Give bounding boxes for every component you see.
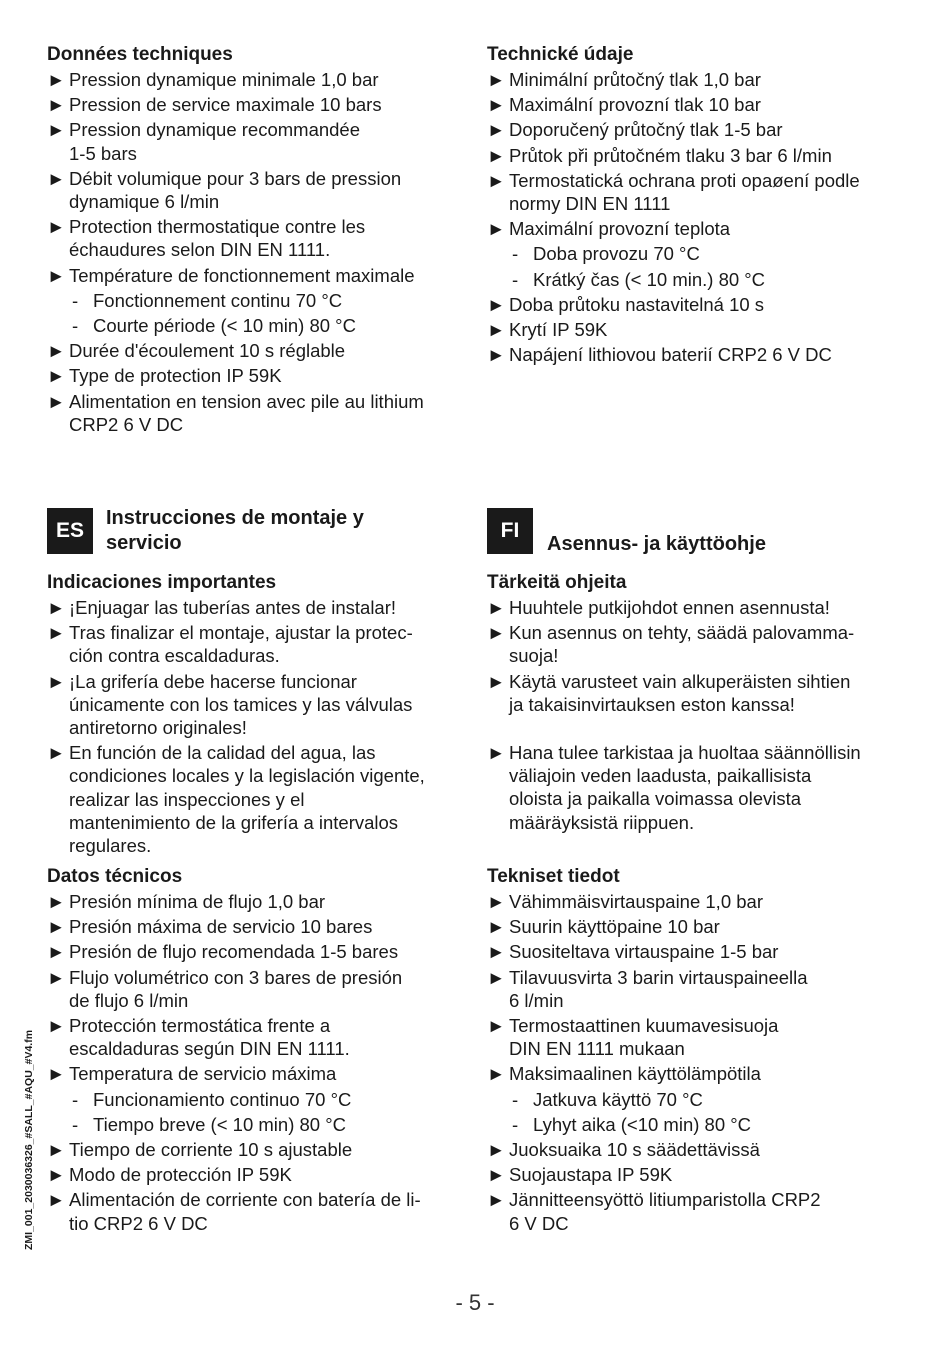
list-item: ► Type de protection IP 59K xyxy=(47,364,447,387)
sub-list-item: - Krátký čas (< 10 min.) 80 °C xyxy=(487,268,887,291)
list-item: ► ¡La grifería debe hacerse funcionar únicamente con los tamices y las válvulas antiretorno originales! xyxy=(47,670,447,740)
list-item: ► Tiempo de corriente 10 s ajustable xyxy=(47,1138,447,1161)
fi-important-list xyxy=(487,596,887,834)
fi-language-tag: FI xyxy=(487,508,533,554)
list-item: ► En función de la calidad del agua, las condiciones locales y la legislación vigente, realizar las inspecciones y el mantenimiento de la grifería a intervalos regulares. xyxy=(47,741,447,857)
list-item: ► Minimální průtočný tlak 1,0 bar xyxy=(487,68,887,91)
sub-list-item: - Courte période (< 10 min) 80 °C xyxy=(47,314,447,337)
list-item: ► Temperatura de servicio máxima xyxy=(47,1062,447,1085)
fi-important-heading: Tärkeitä ohjeita xyxy=(487,572,627,593)
es-tech-list xyxy=(47,890,447,1235)
list-item: ► Kun asennus on tehty, säädä palovamma- suoja! xyxy=(487,621,887,667)
list-item: ► Flujo volumétrico con 3 bares de presión de flujo 6 l/min xyxy=(47,966,447,1012)
list-item: ► Tilavuusvirta 3 barin virtauspaineella 6 l/min xyxy=(487,966,887,1012)
list-item: ► Presión máxima de servicio 10 bares xyxy=(47,915,447,938)
list-item: ► Pression dynamique recommandée 1-5 bars xyxy=(47,118,447,164)
list-item: ► Maximální provozní tlak 10 bar xyxy=(487,93,887,116)
page-number: - 5 - xyxy=(455,1290,495,1315)
fi-important-section xyxy=(487,571,887,836)
list-item: ► Débit volumique pour 3 bars de pression dynamique 6 l/min xyxy=(47,167,447,213)
list-item: ► Napájení lithiovou baterií CRP2 6 V DC xyxy=(487,343,887,366)
fi-title: Asennus- ja käyttöohje xyxy=(547,533,766,555)
sub-list-item: - Fonctionnement continu 70 °C xyxy=(47,289,447,312)
list-item: ► ¡Enjuagar las tuberías antes de instalar! xyxy=(47,596,447,619)
es-important-list xyxy=(47,596,447,857)
fr-tech-heading: Données techniques xyxy=(47,44,233,65)
list-item: ► Käytä varusteet vain alkuperäisten sihtien ja takaisinvirtauksen eston kanssa! xyxy=(487,670,887,716)
list-item: ► Doba průtoku nastavitelná 10 s xyxy=(487,293,887,316)
list-item: ► Doporučený průtočný tlak 1-5 bar xyxy=(487,118,887,141)
list-item: ► Alimentación de corriente con batería de li- tio CRP2 6 V DC xyxy=(47,1188,447,1234)
es-language-tag: ES xyxy=(47,508,93,554)
cz-tech-list xyxy=(487,68,887,366)
list-item: ► Protection thermostatique contre les échaudures selon DIN EN 1111. xyxy=(47,215,447,261)
list-item: ► Pression de service maximale 10 bars xyxy=(47,93,447,116)
es-tech-heading: Datos técnicos xyxy=(47,866,183,887)
fi-tech-list xyxy=(487,890,887,1235)
sub-list-item: - Lyhyt aika (<10 min) 80 °C xyxy=(487,1113,887,1136)
cz-tech-section xyxy=(487,43,887,368)
list-item: ► Presión de flujo recomendada 1-5 bares xyxy=(47,940,447,963)
list-item: ► Tras finalizar el montaje, ajustar la protec- ción contra escaldaduras. xyxy=(47,621,447,667)
list-item: ► Jännitteensyöttö litiumparistolla CRP2 6 V DC xyxy=(487,1188,887,1234)
list-item: ► Maksimaalinen käyttölämpötila xyxy=(487,1062,887,1085)
list-item: ► Alimentation en tension avec pile au lithium CRP2 6 V DC xyxy=(47,390,447,436)
list-item: ► Température de fonctionnement maximale xyxy=(47,264,447,287)
sub-list-item: - Jatkuva käyttö 70 °C xyxy=(487,1088,887,1111)
sub-list-item: - Doba provozu 70 °C xyxy=(487,242,887,265)
list-item: ► Krytí IP 59K xyxy=(487,318,887,341)
fr-tech-list xyxy=(47,68,447,436)
list-item: ► Juoksuaika 10 s säädettävissä xyxy=(487,1138,887,1161)
cz-tech-heading: Technické údaje xyxy=(487,44,634,65)
fi-tech-heading: Tekniset tiedot xyxy=(487,866,620,887)
list-item: ► Hana tulee tarkistaa ja huoltaa säännöllisin väliajoin veden laadusta, paikallisista oloista ja paikalla voimassa olevista määräyksistä riippuen. xyxy=(487,741,887,834)
list-item: ► Durée d'écoulement 10 s réglable xyxy=(47,339,447,362)
list-item: ► Suositeltava virtauspaine 1-5 bar xyxy=(487,940,887,963)
document-code: ZMI_001_2030036326_#SALL_#AQU_#V4.fm xyxy=(23,1029,35,1250)
fr-tech-section xyxy=(47,43,447,438)
list-item: ► Vähimmäisvirtauspaine 1,0 bar xyxy=(487,890,887,913)
es-important-heading: Indicaciones importantes xyxy=(47,572,277,593)
sub-list-item: - Tiempo breve (< 10 min) 80 °C xyxy=(47,1113,447,1136)
list-item: ► Maximální provozní teplota xyxy=(487,217,887,240)
fi-tech-section xyxy=(487,865,887,1237)
list-item: ► Termostaattinen kuumavesisuoja DIN EN 1111 mukaan xyxy=(487,1014,887,1060)
list-item: ► Termostatická ochrana proti opaøení podle normy DIN EN 1111 xyxy=(487,169,887,215)
list-item: ► Průtok při průtočném tlaku 3 bar 6 l/min xyxy=(487,144,887,167)
es-important-section xyxy=(47,571,447,859)
list-item: ► Modo de protección IP 59K xyxy=(47,1163,447,1186)
es-tech-section xyxy=(47,865,447,1237)
sub-list-item: - Funcionamiento continuo 70 °C xyxy=(47,1088,447,1111)
list-item: ► Suurin käyttöpaine 10 bar xyxy=(487,915,887,938)
list-item: ► Huuhtele putkijohdot ennen asennusta! xyxy=(487,596,887,619)
es-title: Instrucciones de montaje y servicio xyxy=(106,507,364,554)
list-item: ► Protección termostática frente a escaldaduras según DIN EN 1111. xyxy=(47,1014,447,1060)
list-item: ► Pression dynamique minimale 1,0 bar xyxy=(47,68,447,91)
list-item: ► Suojaustapa IP 59K xyxy=(487,1163,887,1186)
list-item: ► Presión mínima de flujo 1,0 bar xyxy=(47,890,447,913)
